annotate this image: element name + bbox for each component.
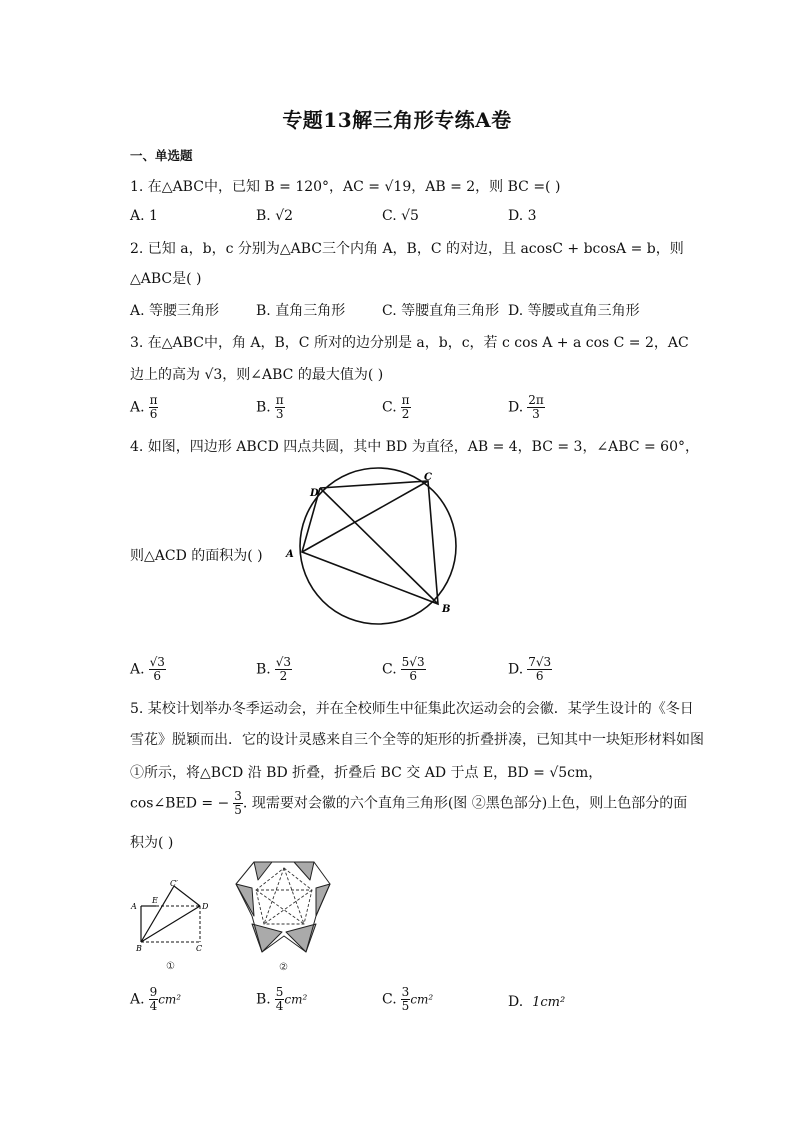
- q3-option-c[interactable]: C. $\frac{\pi}{2}$: [382, 393, 410, 421]
- label-a: A: [286, 549, 294, 560]
- q1-option-b[interactable]: B. √2: [256, 208, 294, 224]
- q2-option-c[interactable]: C. 等腰直角三角形: [382, 303, 500, 319]
- cyclic-quadrilateral-figure: [282, 466, 468, 626]
- q4-option-d[interactable]: D. $\frac{7√3}{6}$: [508, 655, 552, 683]
- fig1-label-e: E: [152, 896, 158, 905]
- question-2-line2: △ABC是( ): [130, 271, 202, 287]
- question-1-text: 1. 在△ABC中，已知 B = 120°，AC = √19，AB = 2，则 BC =( ): [130, 179, 561, 195]
- q1-option-d[interactable]: D. 3: [508, 208, 537, 224]
- q2-option-b[interactable]: B. 直角三角形: [256, 303, 346, 319]
- q5-option-c[interactable]: C. $\frac{3}{5}$ cm²: [382, 985, 434, 1013]
- snowflake-emblem-figure: [232, 854, 336, 974]
- fig1-label-a: A: [131, 902, 137, 911]
- question-3-line2: 边上的高为 √3，则∠ABC 的最大值为( ): [130, 367, 384, 383]
- question-5-line3: ①所示，将△BCD 沿 BD 折叠，折叠后 BC 交 AD 于点 E，BD = √5cm，: [130, 765, 603, 781]
- question-3-line1: 3. 在△ABC中，角 A，B，C 所对的边分别是 a，b，c，若 c cos A + a cos C = 2，AC: [130, 335, 689, 351]
- page-title: 专题13解三角形专练A卷: [282, 108, 512, 132]
- q5-option-d[interactable]: D. 1cm²: [508, 994, 566, 1010]
- fig1-caption: ①: [166, 961, 175, 972]
- q3-option-d[interactable]: D. $\frac{2\pi}{3}$: [508, 393, 544, 421]
- question-5-line4: cos∠BED = − $\frac{3}{5}$ . 现需要对会徽的六个直角三角形(图 ②黑色部分)上色，则上色部分的面: [130, 789, 688, 817]
- label-b: B: [442, 604, 451, 615]
- fig1-label-c: C: [196, 944, 203, 953]
- fig1-label-c-prime: C′: [170, 879, 178, 888]
- question-5-line1: 5. 某校计划举办冬季运动会，并在全校师生中征集此次运动会的会徽．某学生设计的《冬日: [130, 701, 694, 717]
- question-4-line1: 4. 如图，四边形 ABCD 四点共圆，其中 BD 为直径，AB = 4，BC = 3，∠ABC = 60°，: [130, 439, 699, 455]
- q2-option-d[interactable]: D. 等腰或直角三角形: [508, 303, 640, 319]
- fig1-label-b: B: [136, 944, 142, 953]
- section-heading: 一、单选题: [130, 148, 193, 163]
- q1-option-c[interactable]: C. √5: [382, 208, 419, 224]
- q4-option-b[interactable]: B. $\frac{√3}{2}$: [256, 655, 292, 683]
- label-c: C: [424, 472, 432, 483]
- question-2-line1: 2. 已知 a，b，c 分别为△ABC三个内角 A，B，C 的对边，且 acosC + bcosA = b，则: [130, 241, 684, 257]
- folded-rectangle-figure: [128, 870, 218, 974]
- q4-option-c[interactable]: C. $\frac{5√3}{6}$: [382, 655, 425, 683]
- q1-option-a[interactable]: A. 1: [130, 208, 158, 224]
- q3-option-b[interactable]: B. $\frac{\pi}{3}$: [256, 393, 284, 421]
- question-5-line2: 雪花》脱颖而出．它的设计灵感来自三个全等的矩形的折叠拼凑，已知其中一块矩形材料如图: [130, 732, 704, 748]
- q4-option-a[interactable]: A. $\frac{√3}{6}$: [130, 655, 165, 683]
- question-4-line2: 则△ACD 的面积为( ): [130, 548, 263, 564]
- q2-option-a[interactable]: A. 等腰三角形: [130, 303, 220, 319]
- q5-option-a[interactable]: A. $\frac{9}{4}$ cm²: [130, 985, 182, 1013]
- q3-option-a[interactable]: A. $\frac{\pi}{6}$: [130, 393, 158, 421]
- question-5-line5: 积为( ): [130, 835, 174, 851]
- q5-option-b[interactable]: B. $\frac{5}{4}$ cm²: [256, 985, 308, 1013]
- label-d: D: [310, 488, 319, 499]
- fig2-caption: ②: [279, 962, 288, 973]
- fig1-label-d: D: [202, 902, 209, 911]
